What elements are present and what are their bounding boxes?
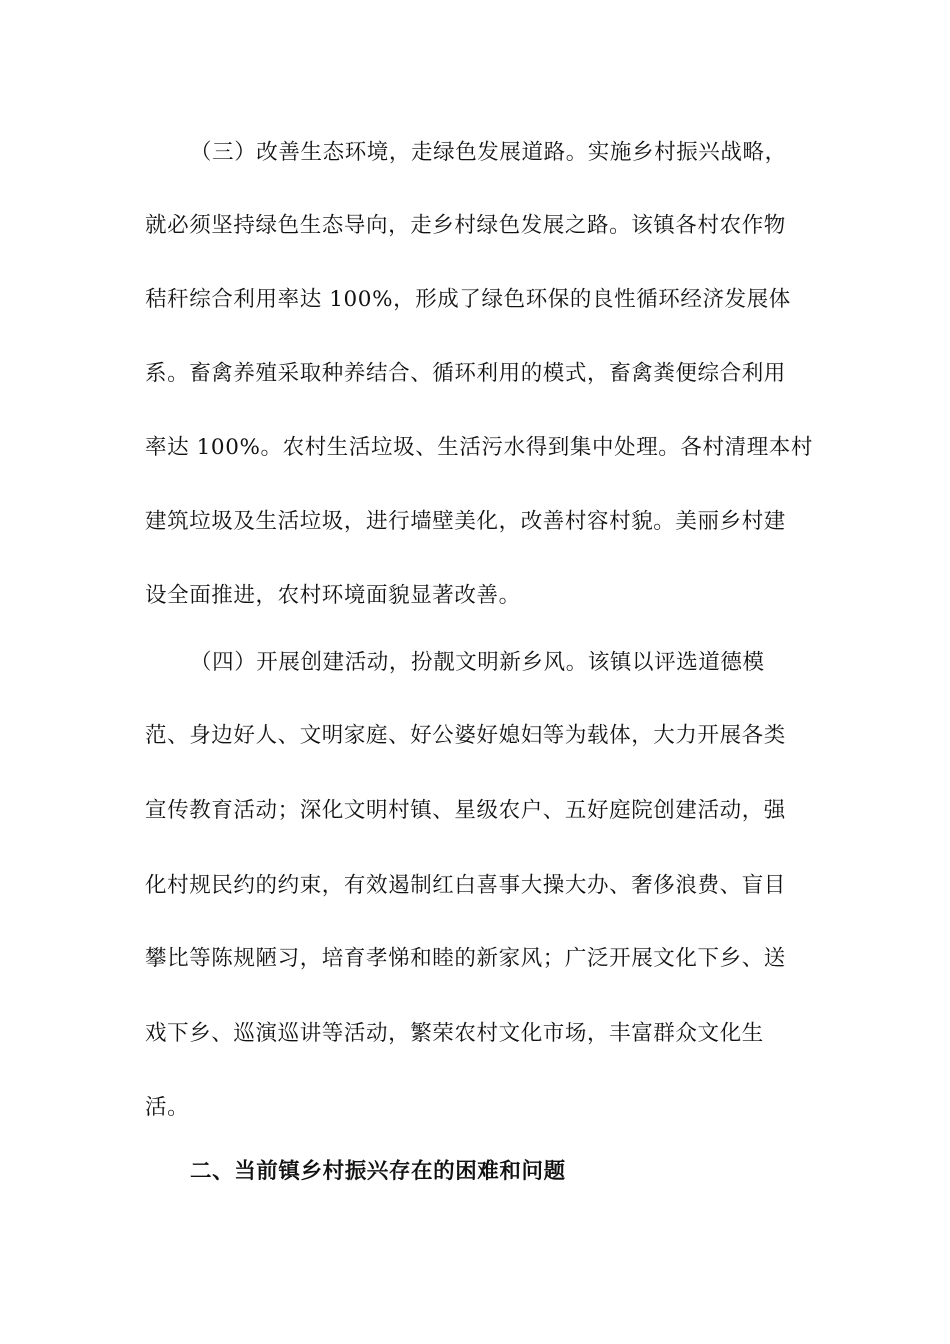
paragraph-line: 戏下乡、巡演巡讲等活动，繁荣农村文化市场，丰富群众文化生 <box>145 1021 764 1046</box>
paragraph-line: 秸秆综合利用率达 100%，形成了绿色环保的良性循环经济发展体 <box>145 287 791 312</box>
paragraph-line: 宣传教育活动；深化文明村镇、星级农户、五好庭院创建活动，强 <box>145 798 786 823</box>
paragraph-line: 攀比等陈规陋习，培育孝悌和睦的新家风；广泛开展文化下乡、送 <box>145 946 786 971</box>
paragraph-line: 设全面推进，农村环境面貌显著改善。 <box>145 583 521 608</box>
paragraph-line: 建筑垃圾及生活垃圾，进行墙壁美化，改善村容村貌。美丽乡村建 <box>145 509 786 534</box>
paragraph-line: （四）开展创建活动，扮靓文明新乡风。该镇以评选道德模 <box>190 650 765 675</box>
paragraph-line: 化村规民约的约束，有效遏制红白喜事大操大办、奢侈浪费、盲目 <box>145 873 786 898</box>
paragraph-line: 范、身边好人、文明家庭、好公婆好媳妇等为载体，大力开展各类 <box>145 723 786 748</box>
paragraph-line: 活。 <box>145 1095 190 1120</box>
section-heading: 二、当前镇乡村振兴存在的困难和问题 <box>190 1159 566 1184</box>
paragraph-line: 率达 100%。农村生活垃圾、生活污水得到集中处理。各村清理本村 <box>145 435 814 460</box>
paragraph-line: 系。畜禽养殖采取种养结合、循环利用的模式，畜禽粪便综合利用 <box>145 361 786 386</box>
paragraph-line: （三）改善生态环境，走绿色发展道路。实施乡村振兴战略， <box>190 140 787 165</box>
paragraph-line: 就必须坚持绿色生态导向，走乡村绿色发展之路。该镇各村农作物 <box>145 213 786 238</box>
